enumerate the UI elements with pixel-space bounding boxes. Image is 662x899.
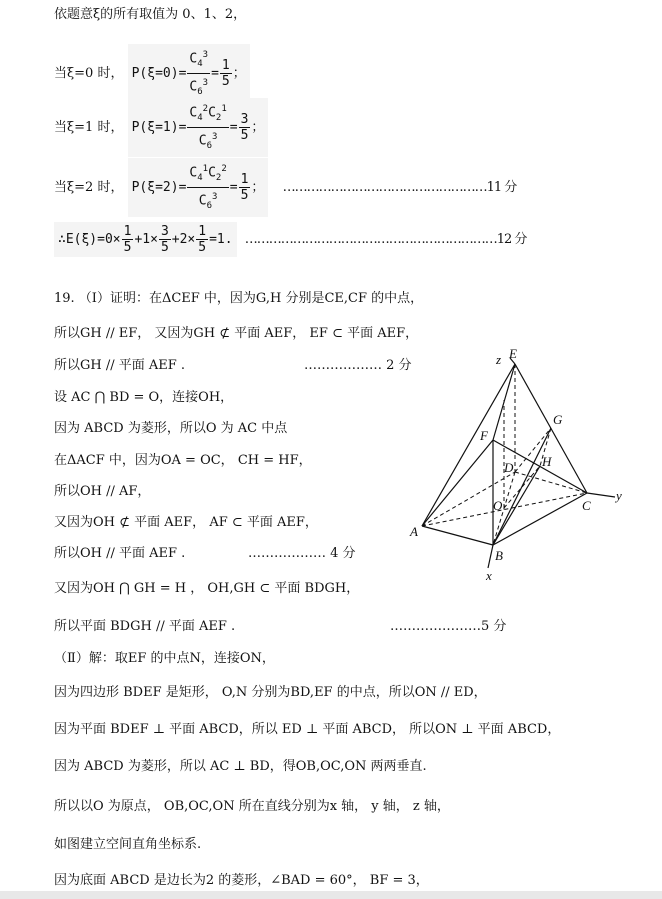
p19-line-9 bbox=[54, 545, 356, 563]
case-1-lhs: P(ξ=1)= bbox=[131, 119, 187, 135]
p19-line-3-text: 所以GH // 平面 AEF . bbox=[54, 358, 186, 373]
p19-line-9-score: ……………… 4 分 bbox=[248, 546, 356, 561]
case-0-result-fraction: $\frac{1}{5}$ bbox=[221, 57, 230, 89]
p19-line-15: 因为 ABCD 为菱形，所以 AC ⊥ BD，得OB,OC,ON 两两垂直. bbox=[54, 759, 427, 774]
label-D: D bbox=[504, 460, 514, 475]
p19-line-3 bbox=[54, 357, 412, 375]
page-bottom-bar bbox=[0, 891, 662, 899]
p19-line-8: 又因为OH ⊄ 平面 AEF， AF ⊂ 平面 AEF， bbox=[54, 515, 318, 530]
label-A: A bbox=[410, 524, 418, 539]
p19-line-16: 所以以O 为原点， OB,OC,ON 所在直线分别为x 轴， y 轴， z 轴， bbox=[54, 799, 450, 814]
p19-line-17: 如图建立空间直角坐标系. bbox=[54, 837, 202, 852]
label-B: B bbox=[495, 548, 503, 563]
solid-geometry-figure bbox=[400, 340, 640, 590]
label-G: G bbox=[553, 412, 563, 427]
expect-frac-1b: $\frac{1}{5}$ bbox=[198, 224, 207, 255]
label-O: O bbox=[493, 498, 503, 513]
p19-line-12: （Ⅱ）解：取EF 的中点N，连接ON， bbox=[54, 651, 275, 666]
case-1-result-fraction: $\frac{3}{5}$ bbox=[240, 111, 249, 143]
p19-line-4: 设 AC ⋂ BD = O，连接OH， bbox=[54, 390, 234, 405]
case-0-formula: P(ξ=0)= $\frac{C_4^3}{C_6^3}$ = $\frac{1}{5}$ ； bbox=[128, 44, 250, 103]
expectation-line bbox=[54, 222, 526, 257]
p19-line-3-score: ……………… 2 分 bbox=[304, 358, 412, 373]
p19-line-14: 因为平面 BDEF ⊥ 平面 ABCD，所以 ED ⊥ 平面 ABCD， 所以ON ⊥ 平面 ABCD， bbox=[54, 722, 561, 737]
case-1-combination-fraction: $\frac{C_4^2C_2^1}{C_6^3}$ bbox=[187, 100, 228, 155]
edge-A-B bbox=[422, 526, 493, 545]
case-1-formula: P(ξ=1)= $\frac{C_4^2C_2^1}{C_6^3}$ = $\frac{3}{5}$ ； bbox=[128, 98, 269, 157]
p19-line-18: 因为底面 ABCD 是边长为2 的菱形，∠BAD = 60°， BF = 3， bbox=[54, 873, 429, 888]
case-2-score: ……………………………………………11 分 bbox=[282, 179, 517, 195]
case-2-combination-fraction: $\frac{C_4^1C_2^2}{C_6^3}$ bbox=[187, 160, 228, 215]
expect-frac-3: $\frac{3}{5}$ bbox=[160, 224, 169, 255]
p19-line-1: 19. （Ⅰ）证明：在ΔCEF 中，因为G,H 分别是CE,CF 的中点， bbox=[54, 291, 424, 306]
p19-line-11-text: 所以平面 BDGH // 平面 AEF . bbox=[54, 619, 236, 634]
p19-line-5: 因为 ABCD 为菱形，所以O 为 AC 中点 bbox=[54, 421, 288, 436]
axis-y bbox=[587, 493, 615, 497]
label-y: y bbox=[616, 488, 622, 503]
p19-line-10: 又因为OH ⋂ GH = H ， OH,GH ⊂ 平面 BDGH， bbox=[54, 581, 360, 596]
case-2-prefix: 当ξ=2 时， bbox=[54, 179, 124, 195]
p19-line-9-text: 所以OH // 平面 AEF . bbox=[54, 546, 186, 561]
expectation-formula: ∴E(ξ)=0× $\frac{1}{5}$ +1× $\frac{3}{5}$ +2× $\frac{1}{5}$ =1. bbox=[54, 222, 237, 257]
label-C: C bbox=[582, 498, 591, 513]
case-1-prefix: 当ξ=1 时， bbox=[54, 119, 124, 135]
case-0-line bbox=[54, 44, 250, 103]
p19-line-13: 因为四边形 BDEF 是矩形， O,N 分别为BD,EF 的中点，所以ON // ED， bbox=[54, 685, 487, 700]
edge-B-C bbox=[493, 493, 587, 545]
p19-line-6: 在ΔACF 中，因为OA = OC， CH = HF， bbox=[54, 453, 312, 468]
case-2-line bbox=[54, 158, 516, 217]
p19-line-2: 所以GH // EF， 又因为GH ⊄ 平面 AEF， EF ⊂ 平面 AEF， bbox=[54, 326, 419, 341]
label-E: E bbox=[509, 346, 517, 361]
case-1-line bbox=[54, 98, 268, 157]
case-0-lhs: P(ξ=0)= bbox=[131, 65, 187, 81]
axis-x bbox=[488, 545, 493, 568]
edge-F-A bbox=[422, 440, 493, 526]
p19-line-7: 所以OH // AF， bbox=[54, 484, 151, 499]
p19-line-11-score: …………………5 分 bbox=[390, 619, 507, 634]
case-2-result-fraction: $\frac{1}{5}$ bbox=[240, 171, 249, 203]
label-H: H bbox=[542, 454, 552, 469]
case-2-formula: P(ξ=2)= $\frac{C_4^1C_2^2}{C_6^3}$ = $\frac{1}{5}$ ； bbox=[128, 158, 269, 217]
label-F: F bbox=[480, 428, 488, 443]
expect-frac-1: $\frac{1}{5}$ bbox=[123, 224, 132, 255]
p19-line-11 bbox=[54, 618, 507, 636]
expectation-score: ………………………………………………………12 分 bbox=[244, 232, 527, 247]
label-x: x bbox=[486, 568, 492, 583]
label-z: z bbox=[496, 352, 502, 367]
case-0-prefix: 当ξ=0 时， bbox=[54, 65, 124, 81]
case-2-lhs: P(ξ=2)= bbox=[131, 179, 187, 195]
case-0-combination-fraction: $\frac{C_4^3}{C_6^3}$ bbox=[187, 46, 210, 101]
solution-intro: 依题意ξ的所有取值为 0、1、2， bbox=[54, 7, 247, 22]
